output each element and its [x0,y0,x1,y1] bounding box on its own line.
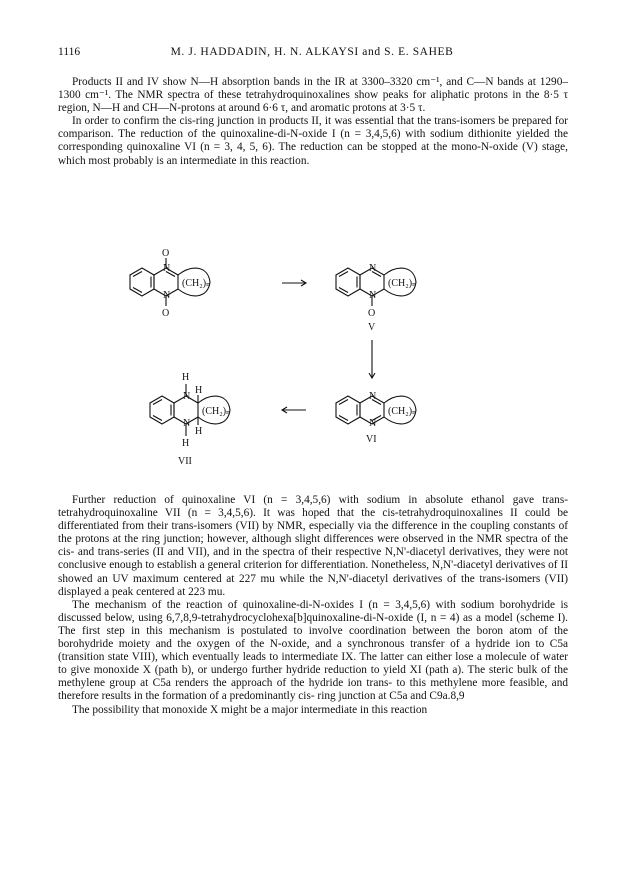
label-n-bottom-vi: N [369,418,377,429]
label-n-top-vi: N [369,391,377,402]
label-h-ring-bottom-vii: H [195,426,203,437]
label-compound-vii: VII [178,456,192,467]
label-o-bottom-i: O [162,308,170,319]
label-h-ring-top-vii: H [195,385,203,396]
label-o-v: O [368,308,376,319]
label-n-bottom-vii: N [183,418,191,429]
label-n-top-vii: N [183,391,191,402]
label-n-bottom-v: N [369,290,377,301]
label-ch2n-i: (CH₂)ₙ [182,278,211,289]
label-n-top-i: N [163,263,171,274]
body-text-bottom [58,494,568,717]
label-n-top-v: N [369,263,377,274]
label-ch2n-v: (CH₂)ₙ [388,278,417,289]
reaction-scheme [110,248,510,480]
label-ch2n-vi: (CH₂)ₙ [388,406,417,417]
paragraph-ir-nmr: Products II and IV show N—H absorption bands in the IR at 3300–3320 cm⁻¹, and C—N bands at 1290–1300 cm⁻¹. The NMR spectra of these tetrahydroquinoxalines show peaks for aliphatic protons in the 8·5 τ region, N—H and CH—N-protons at around 6·6 τ, and aromatic protons at 3·5 τ. [58,76,568,115]
page-header [58,46,566,62]
label-o-top-i: O [162,248,170,259]
page-number: 1116 [58,46,81,58]
paragraph-monoxide: The possibility that monoxide X might be a major intermediate in this reaction [72,703,428,716]
label-n-bottom-i: N [163,290,171,301]
paragraph-trans-isomers: In order to confirm the cis-ring junction in products II, it was essential that the trans-isomers be prepared for comparison. The reduction of the quinoxaline-di-N-oxide I (n = 3,4,5,6) with sodium dithionite yielded the corresponding quinoxaline VI (n = 3, 4, 5, 6). The reduction can be stopped at the mono-N-oxide (V) stage, which most probably is an intermediate in this reaction. [58,115,568,167]
reaction-scheme-drawing [110,248,510,480]
paragraph-mechanism: The mechanism of the reaction of quinoxaline-di-N-oxides I (n = 3,4,5,6) with sodium borohydride is discussed below, using 6,7,8,9-tetrahydrocyclohexa[b]quinoxaline-di-N-oxide (I, n = 4) as a model (scheme I). The first step in this mechanism is postulated to involve coordination between the boron atom of the borohydride moiety and the oxygen of the N-oxide, and a synchronous transfer of a hydride ion to C5a (transition state VIII), which eventually leads to intermediate IX. The latter can either lose a molecule of water to give monoxide X (path b), or undergo further hydride reduction to yield XI (path a). The steric bulk of the methylene group at C5a renders the approach of the hydride ion trans- to this methylene more feasible, and therefore results in the formation of a predominantly cis- ring junction at C5a and C9a.8,9 [58,598,568,703]
body-text-top [58,76,568,168]
label-h-bottom-vii: H [182,438,190,449]
label-compound-v: V [368,322,376,333]
label-h-top-vii: H [182,372,190,383]
paragraph-further-reduction: Further reduction of quinoxaline VI (n = 3,4,5,6) with sodium in absolute ethanol gave trans-tetrahydroquinoxaline VII (n = 3,4,5,6). It was hoped that the cis-tetrahydroquinoxalines II could be differentiated from their trans-isomers (VII) by NMR, especially via the difference in the coupling constants of the protons at the ring junction; however, although slight differences were observed in the NMR spectra of the cis- and trans-series (II and VII), and in the spectra of their respective N,N'-diacetyl derivatives, they were not conclusive enough to establish a general criterion for differentiation. Nonetheless, N,N'-diacetyl derivatives of II showed an UV maximum centered at 227 mu while the N,N'-diacetyl derivatives of the trans-isomers (VII) displayed a peak centered at 223 mu. [58,494,568,598]
label-ch2n-vii: (CH₂)ₙ [202,406,231,417]
label-compound-vi: VI [366,434,377,445]
running-head: M. J. HADDADIN, H. N. ALKAYSI and S. E. SAHEB [170,46,454,58]
